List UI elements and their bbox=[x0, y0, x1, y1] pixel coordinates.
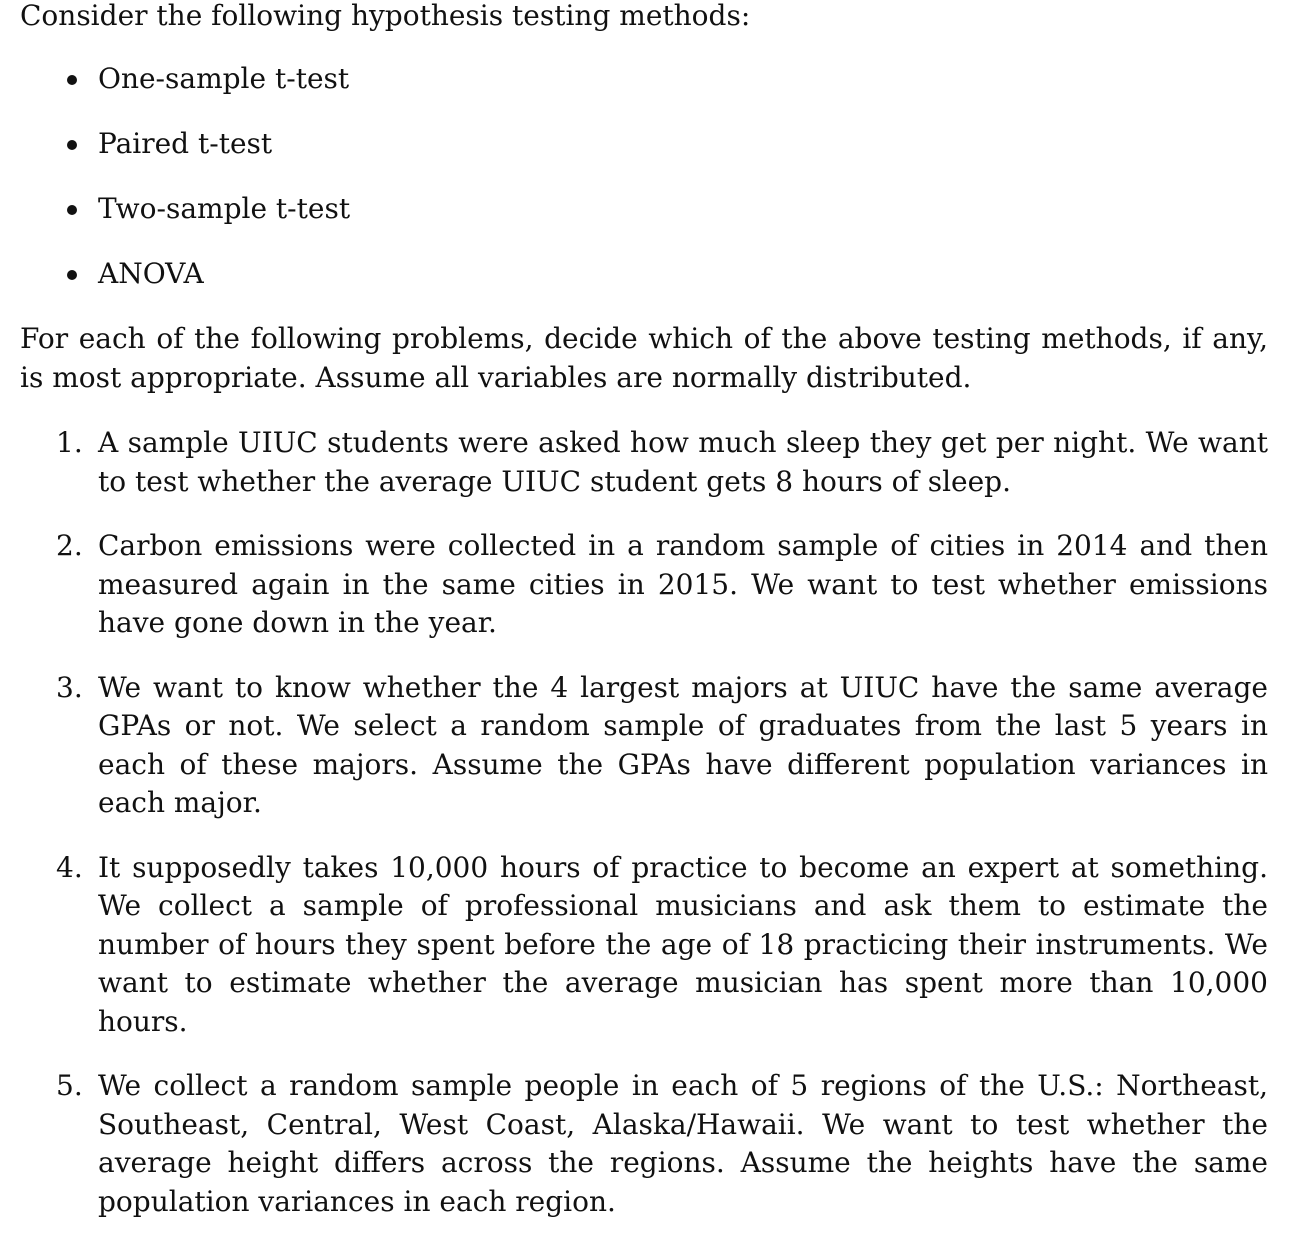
problem-text: Carbon emissions were collected in a random sample of cities in 2014 and then measured again in the same cities in 2015. We want to test whether emissions have gone down in the year. bbox=[98, 529, 1268, 639]
method-item bbox=[20, 255, 1268, 320]
problem-number: 5. bbox=[56, 1069, 83, 1102]
problem-item bbox=[20, 1067, 1268, 1221]
problem-number: 3. bbox=[56, 670, 83, 704]
method-label: Two-sample t-test bbox=[98, 192, 351, 225]
bullet-icon bbox=[67, 75, 77, 85]
problem-text: We want to know whether the 4 largest majors at UIUC have the same average GPAs or not. We select a random sample of graduates from the last 5 years in each of these majors. Assume the GPAs have different population variances in each major. bbox=[98, 670, 1268, 819]
problem-number: 4. bbox=[56, 850, 83, 884]
method-label: ANOVA bbox=[98, 257, 204, 290]
problem-text: We collect a random sample people in each of 5 regions of the U.S.: Northeast, Southeast, Central, West Coast, Alaska/Hawaii. We want to test whether the average height differs across the regions. Assume the heights have the same population variances in each region. bbox=[98, 1069, 1268, 1218]
problem-number: 2. bbox=[56, 529, 83, 562]
problem-text: A sample UIUC students were asked how much sleep they get per night. We want to test whether the average UIUC student gets 8 hours of sleep. bbox=[98, 426, 1268, 498]
problem-item bbox=[20, 424, 1268, 501]
bullet-icon bbox=[67, 270, 77, 280]
instructions-paragraph: For each of the following problems, decide which of the above testing methods, if any, is most appropriate. Assume all variables are normally distributed. bbox=[20, 322, 1268, 394]
problem-item bbox=[20, 527, 1268, 643]
method-item bbox=[20, 190, 1268, 255]
method-label: Paired t-test bbox=[98, 127, 273, 160]
problem-text: It supposedly takes 10,000 hours of practice to become an expert at something. We collect a sample of professional musicians and ask them to estimate the number of hours they spent before the age of 18 practicing their instruments. We want to estimate whether the average musician has spent more than 10,000 hours. bbox=[98, 850, 1268, 1038]
problem-item bbox=[20, 849, 1268, 1042]
bullet-icon bbox=[67, 205, 77, 215]
problem-number: 1. bbox=[56, 426, 83, 459]
methods-list bbox=[20, 60, 1268, 320]
problems-list bbox=[20, 424, 1268, 1247]
bullet-icon bbox=[67, 140, 77, 150]
method-item bbox=[20, 60, 1268, 125]
method-item bbox=[20, 125, 1268, 190]
method-label: One-sample t-test bbox=[98, 62, 350, 95]
problem-item bbox=[20, 669, 1268, 823]
intro-text: Consider the following hypothesis testing methods: bbox=[20, 0, 751, 32]
